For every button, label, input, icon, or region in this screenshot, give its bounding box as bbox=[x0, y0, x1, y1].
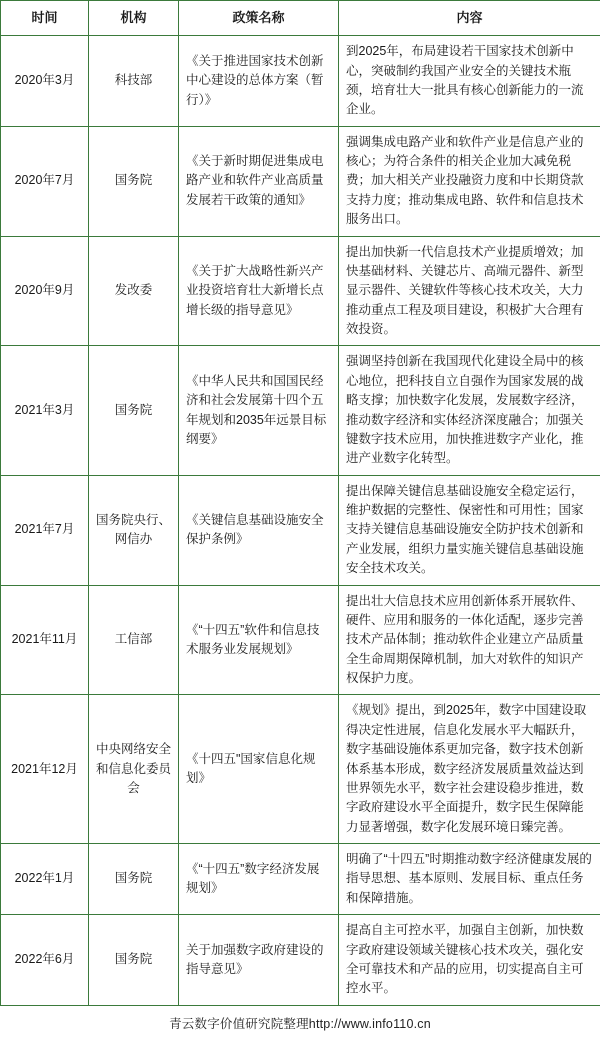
footer bbox=[0, 1006, 600, 1038]
table-header bbox=[1, 1, 600, 36]
table-row bbox=[1, 844, 600, 915]
cell-content: 提出壮大信息技术应用创新体系开展软件、硬件、应用和服务的一体化适配，逐步完善技术产品体制；推动软件企业建立产品质量全生命周期保障机制，加大对软件的知识产权保护力度。 bbox=[339, 585, 600, 695]
cell-policy-name: 《关于推进国家技术创新中心建设的总体方案（暂行）》 bbox=[179, 36, 339, 127]
cell-time: 2021年3月 bbox=[1, 346, 89, 475]
cell-org: 国务院央行、网信办 bbox=[89, 475, 179, 585]
cell-policy-name: 关于加强数字政府建设的指导意见》 bbox=[179, 915, 339, 1006]
cell-time: 2022年6月 bbox=[1, 915, 89, 1006]
cell-content: 《规划》提出，到2025年，数字中国建设取得决定性进展，信息化发展水平大幅跃升，数字基础设施体系更加完备，数字技术创新体系基本形成，数字经济发展质量效益达到世界领先水平，数字社会建设稳步推进，数字政府建设水平全面提升，数字民生保障能力显著增强，数字化发展环境日臻完善。 bbox=[339, 695, 600, 844]
cell-org: 国务院 bbox=[89, 844, 179, 915]
cell-policy-name: 《关于扩大战略性新兴产业投资培育壮大新增长点增长级的指导意见》 bbox=[179, 236, 339, 346]
cell-org: 发改委 bbox=[89, 236, 179, 346]
cell-policy-name: 《关键信息基础设施安全保护条例》 bbox=[179, 475, 339, 585]
column-header-time: 时间 bbox=[1, 1, 89, 36]
table-row bbox=[1, 36, 600, 127]
cell-content: 提高自主可控水平，加强自主创新，加快数字政府建设领域关键核心技术攻关，强化安全可靠技术和产品的应用，切实提高自主可控水平。 bbox=[339, 915, 600, 1006]
table-row bbox=[1, 126, 600, 236]
cell-org: 科技部 bbox=[89, 36, 179, 127]
cell-time: 2021年12月 bbox=[1, 695, 89, 844]
cell-content: 提出保障关键信息基础设施安全稳定运行，维护数据的完整性、保密性和可用性；国家支持关键信息基础设施安全防护技术创新和产业发展，组织力量实施关键信息基础设施安全技术攻关。 bbox=[339, 475, 600, 585]
cell-policy-name: 《“十四五”数字经济发展规划》 bbox=[179, 844, 339, 915]
cell-org: 国务院 bbox=[89, 346, 179, 475]
cell-content: 提出加快新一代信息技术产业提质增效；加快基础材料、关键芯片、高端元器件、新型显示器件、关键软件等核心技术攻关，大力推动重点工程及项目建设，积极扩大合理有效投资。 bbox=[339, 236, 600, 346]
footer-source: 青云数字价值研究院整理 bbox=[169, 1017, 309, 1031]
footer-site-url: http://www.info110.cn bbox=[309, 1017, 431, 1031]
table-row bbox=[1, 915, 600, 1006]
cell-org: 中央网络安全和信息化委员会 bbox=[89, 695, 179, 844]
cell-content: 到2025年，布局建设若干国家技术创新中心，突破制约我国产业安全的关键技术瓶颈，培育壮大一批具有核心创新能力的一流企业。 bbox=[339, 36, 600, 127]
column-header-name: 政策名称 bbox=[179, 1, 339, 36]
cell-content: 强调集成电路产业和软件产业是信息产业的核心；为符合条件的相关企业加大减免税费；加大相关产业投融资力度和中长期贷款支持力度；推动集成电路、软件和信息技术服务出口。 bbox=[339, 126, 600, 236]
cell-org: 国务院 bbox=[89, 915, 179, 1006]
cell-content: 强调坚持创新在我国现代化建设全局中的核心地位，把科技自立自强作为国家发展的战略支撑；加快数字化发展，发展数字经济，推动数字经济和实体经济深度融合；加强关键数字技术应用，加快推进数字产业化，推进产业数字化转型。 bbox=[339, 346, 600, 475]
cell-policy-name: 《十四五"国家信息化规划》 bbox=[179, 695, 339, 844]
column-header-desc: 内容 bbox=[339, 1, 600, 36]
cell-org: 国务院 bbox=[89, 126, 179, 236]
table-row bbox=[1, 236, 600, 346]
cell-policy-name: 《“十四五”软件和信息技术服务业发展规划》 bbox=[179, 585, 339, 695]
table-row bbox=[1, 475, 600, 585]
table-row bbox=[1, 346, 600, 475]
cell-policy-name: 《中华人民共和国国民经济和社会发展第十四个五年规划和2035年远景目标纲要》 bbox=[179, 346, 339, 475]
cell-org: 工信部 bbox=[89, 585, 179, 695]
table-header-row bbox=[1, 1, 600, 36]
cell-content: 明确了“十四五”时期推动数字经济健康发展的指导思想、基本原则、发展目标、重点任务和保障措施。 bbox=[339, 844, 600, 915]
table-body bbox=[1, 36, 600, 1006]
cell-time: 2022年1月 bbox=[1, 844, 89, 915]
cell-time: 2021年11月 bbox=[1, 585, 89, 695]
cell-policy-name: 《关于新时期促进集成电路产业和软件产业高质量发展若干政策的通知》 bbox=[179, 126, 339, 236]
cell-time: 2020年3月 bbox=[1, 36, 89, 127]
column-header-org: 机构 bbox=[89, 1, 179, 36]
cell-time: 2020年7月 bbox=[1, 126, 89, 236]
cell-time: 2021年7月 bbox=[1, 475, 89, 585]
cell-time: 2020年9月 bbox=[1, 236, 89, 346]
table-row bbox=[1, 695, 600, 844]
table-row bbox=[1, 585, 600, 695]
